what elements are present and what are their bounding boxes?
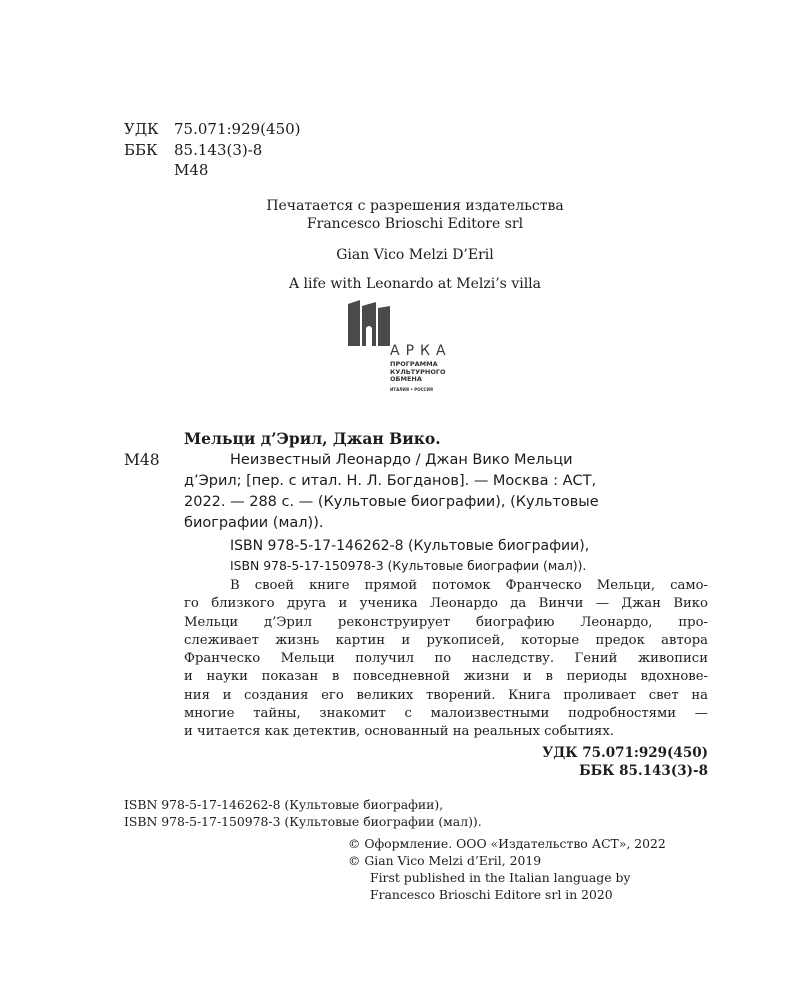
author-mark: М48 — [174, 161, 209, 179]
copyright-line-3: First published in the Italian language by — [370, 870, 631, 885]
annotation-line: и науки показан в повседневной жизни и в периоды вдохнове- — [184, 669, 708, 685]
copyright-line-2: © Gian Vico Melzi d’Eril, 2019 — [348, 853, 542, 868]
author-mark-row — [124, 160, 208, 180]
entry-heading: Мельци д’Эрил, Джан Вико. — [184, 429, 441, 448]
annotation-line: В своей книге прямой потомок Франческо Мельци, само- — [230, 578, 708, 593]
arka-name: АРКА — [390, 343, 452, 359]
original-author: Gian Vico Melzi D’Eril — [336, 247, 494, 263]
arka-line-4: ИТАЛИЯ • РОССИЯ — [390, 386, 433, 392]
footer-isbn-2: ISBN 978-5-17-150978-3 (Культовые биографии (мал)). — [124, 814, 482, 829]
copyright-line-4: Francesco Brioschi Editore srl in 2020 — [370, 887, 613, 902]
annotation-line: и читается как детектив, основанный на реальных событиях. — [184, 724, 614, 740]
arka-subtitle — [390, 361, 446, 393]
entry-line-1: Неизвестный Леонардо / Джан Вико Мельци — [230, 452, 573, 468]
annotation-udk: УДК 75.071:929(450) — [542, 745, 708, 761]
arka-line-3: ОБМЕНА — [390, 375, 422, 383]
entry-mark: М48 — [124, 451, 160, 469]
entry-isbn-2: ISBN 978-5-17-150978-3 (Культовые биографии (мал)). — [230, 558, 587, 573]
annotation-line: Франческо Мельци получил по наследству. Гений живописи — [184, 651, 708, 667]
annotation-line: Мельци д’Эрил реконструирует биографию Леонардо, про- — [184, 614, 708, 630]
footer-isbn-1: ISBN 978-5-17-146262-8 (Культовые биографии), — [124, 797, 444, 812]
copyright-line-1: © Оформление. ООО «Издательство АСТ», 2022 — [348, 836, 666, 851]
arka-arch-icon — [346, 298, 392, 348]
udk-label: УДК — [124, 120, 159, 138]
annotation-line: слеживает жизнь картин и рукописей, которые предок автора — [184, 632, 708, 648]
annotation-line: го близкого друга и ученика Леонардо да Винчи — Джан Вико — [184, 596, 708, 612]
udk-value: 75.071:929(450) — [174, 120, 301, 138]
bbk-value: 85.143(3)-8 — [174, 141, 263, 159]
entry-line-4: биографии (мал)). — [184, 515, 324, 531]
annotation-bbk: ББК 85.143(3)-8 — [579, 763, 708, 779]
annotation-line: ния и создания его великих творений. Книга проливает свет на — [184, 687, 708, 703]
original-title: A life with Leonardo at Melzi’s villa — [288, 276, 542, 292]
annotation — [184, 577, 708, 742]
bbk-label: ББК — [124, 141, 158, 159]
arka-line-1: ПРОГРАММА — [390, 360, 438, 368]
entry-line-3: 2022. — 288 с. — (Культовые биографии), (Культовые — [184, 494, 599, 510]
arka-line-2: КУЛЬТУРНОГО — [390, 367, 446, 376]
udk-row — [124, 119, 301, 139]
annotation-line: многие тайны, знакомит с малоизвестными подробностями — — [184, 706, 708, 722]
permission-line-2: Francesco Brioschi Editore srl — [306, 216, 524, 232]
entry-isbn-1: ISBN 978-5-17-146262-8 (Культовые биографии), — [230, 538, 590, 554]
arka-logo — [346, 298, 496, 398]
bbk-row — [124, 140, 262, 160]
permission-line-1: Печатается с разрешения издательства — [266, 198, 564, 214]
entry-line-2: д’Эрил; [пер. с итал. Н. Л. Богданов]. — Москва : АСТ, — [184, 473, 597, 489]
